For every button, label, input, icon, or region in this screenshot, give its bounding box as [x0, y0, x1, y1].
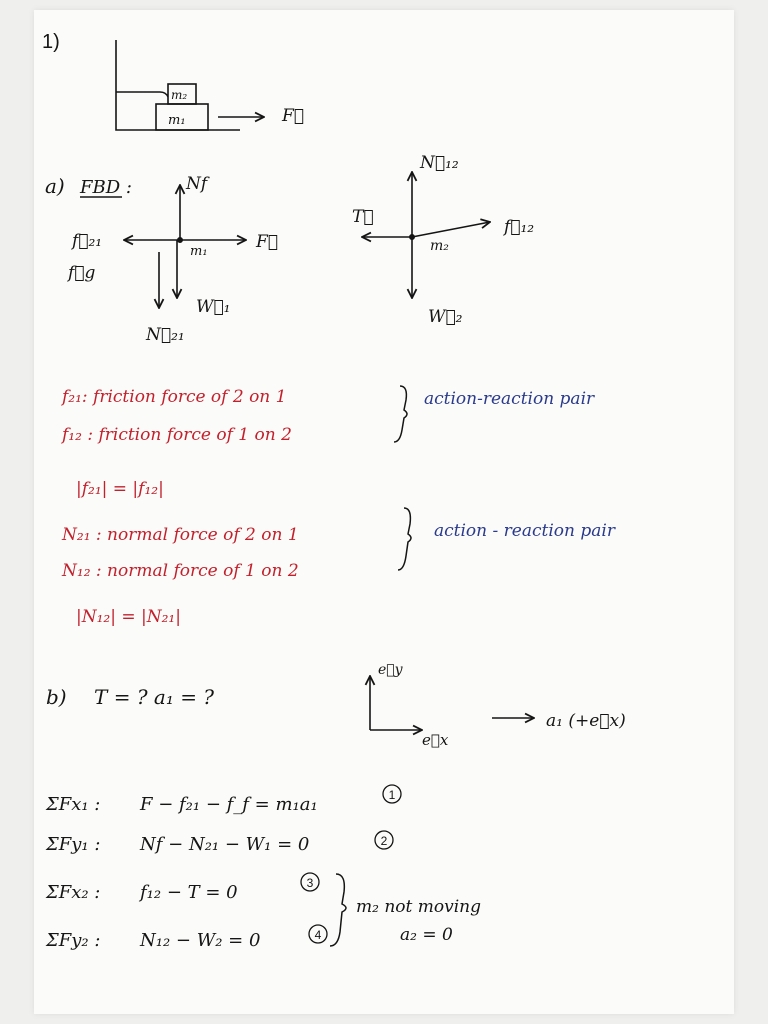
m2-point	[410, 235, 414, 239]
friction-brace	[394, 386, 407, 442]
normal-equality: |N₁₂| = |N₂₁|	[76, 607, 181, 627]
normal-pair-label: action - reaction pair	[434, 521, 615, 541]
equation-4-rhs: N₁₂ − W₂ = 0	[140, 930, 261, 951]
fbd1-m1-label: m₁	[190, 244, 208, 259]
fbd2-m2-label: m₂	[430, 238, 449, 254]
equation-2-tag: 2	[380, 834, 388, 848]
fbd-label: FBD :	[80, 177, 132, 198]
fbd1-w1-label: W⃗₁	[196, 297, 231, 317]
friction-12-arrow	[412, 222, 490, 237]
m2-not-moving-note: m₂ not moving	[356, 897, 481, 917]
ey-label: e⃗y	[378, 662, 403, 678]
equation-3-tag: 3	[306, 876, 314, 890]
fbd1-n21-label: N⃗₂₁	[146, 325, 185, 345]
equation-3-lhs: ΣFx₂ :	[46, 882, 101, 903]
fbd-m1	[124, 185, 246, 308]
coordinate-axes	[370, 676, 534, 730]
equation-1-tag: 1	[388, 788, 396, 802]
m1-point	[178, 238, 182, 242]
equations	[45, 785, 401, 951]
m2-acceleration-note: a₂ = 0	[400, 925, 453, 945]
block-m2-label: m₂	[171, 88, 188, 102]
fbd-m2	[362, 172, 490, 298]
equation-3-rhs: f₁₂ − T = 0	[140, 882, 238, 903]
fbd2-n12-label: N⃗₁₂	[420, 153, 459, 173]
equation-brace	[330, 874, 346, 946]
equation-2-rhs: Nf − N₂₁ − W₁ = 0	[140, 834, 310, 855]
part-a-heading: a)	[45, 174, 65, 198]
equation-4-tag: 4	[314, 928, 322, 942]
friction-definition-12: f₁₂ : friction force of 1 on 2	[62, 425, 292, 445]
normal-definition-21: N₂₁ : normal force of 2 on 1	[62, 525, 299, 545]
normal-definition-12: N₁₂ : normal force of 1 on 2	[62, 561, 299, 581]
setup-force-label: F⃗	[282, 106, 304, 126]
ex-label: e⃗x	[422, 731, 449, 749]
friction-definition-21: f₂₁: friction force of 2 on 1	[62, 387, 287, 407]
block-m1-label: m₁	[168, 113, 186, 128]
rope	[116, 92, 168, 97]
fbd2-w2-label: W⃗₂	[428, 307, 463, 327]
part-b-question: T = ? a₁ = ?	[94, 685, 215, 709]
fbd1-fg-label: f⃗g	[68, 263, 96, 283]
fbd1-nf-label: Nf	[186, 174, 208, 194]
equation-1-rhs: F − f₂₁ − f_f = m₁a₁	[140, 794, 318, 815]
equation-1-lhs: ΣFx₁ :	[46, 794, 101, 815]
equation-4-lhs: ΣFy₂ :	[46, 930, 101, 951]
fbd1-force-label: F⃗	[256, 232, 278, 252]
setup-diagram	[116, 40, 264, 130]
equation-2-lhs: ΣFy₁ :	[46, 834, 101, 855]
friction-pair-label: action-reaction pair	[424, 389, 595, 409]
friction-equality: |f₂₁| = |f₁₂|	[76, 479, 164, 499]
fbd1-f21-label: f⃗₂₁	[72, 231, 103, 251]
part-b-heading: b)	[46, 685, 67, 709]
problem-number: 1)	[42, 31, 60, 53]
normal-brace	[398, 508, 411, 570]
acceleration-direction-label: a₁ (+e⃗x)	[546, 711, 626, 731]
fbd2-tension-label: T⃗	[352, 207, 374, 227]
fbd2-f12-label: f⃗₁₂	[504, 217, 535, 237]
